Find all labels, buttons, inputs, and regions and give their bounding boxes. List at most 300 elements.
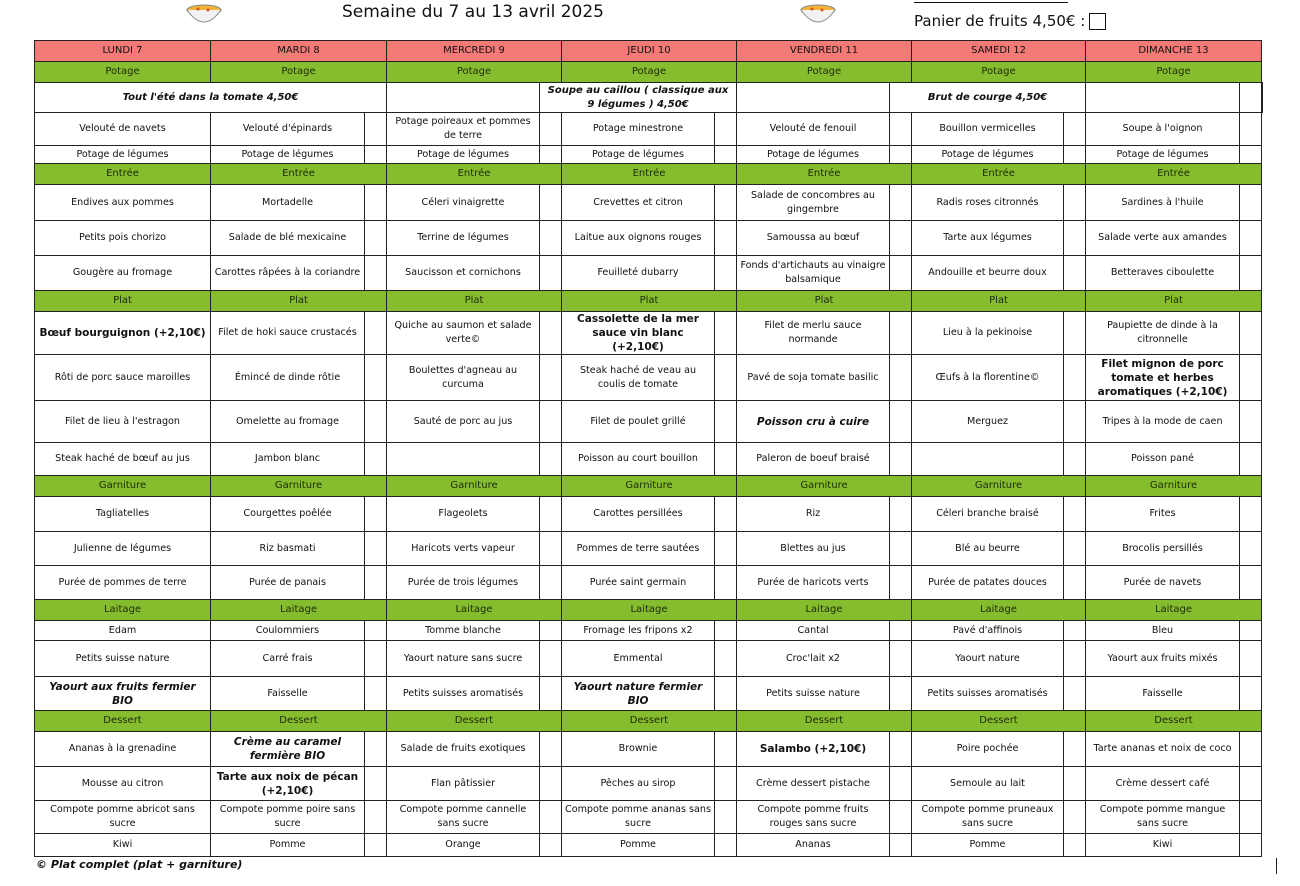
soup-bowl-icon xyxy=(798,0,838,30)
dish-cell: Compote pomme pruneaux sans sucre xyxy=(912,801,1064,834)
plat-dish-row xyxy=(35,312,1263,355)
empty-cell xyxy=(715,443,737,476)
dish-cell: Samoussa au bœuf xyxy=(737,221,890,256)
empty-cell xyxy=(890,732,912,767)
dish-cell: Bœuf bourguignon (+2,10€) xyxy=(35,312,211,355)
empty-cell xyxy=(1240,256,1262,291)
category-header-row xyxy=(35,600,1263,621)
dish-cell: Compote pomme fruits rouges sans sucre xyxy=(737,801,890,834)
dish-cell: Endives aux pommes xyxy=(35,185,211,221)
category-header: Dessert xyxy=(562,711,737,732)
empty-cell xyxy=(365,443,387,476)
entree-dish-row xyxy=(35,221,1263,256)
category-header-row xyxy=(35,291,1263,312)
dish-cell: Potage de légumes xyxy=(387,146,540,164)
category-header: Garniture xyxy=(1086,476,1262,497)
empty-cell xyxy=(715,221,737,256)
dish-cell: Pomme xyxy=(211,834,365,857)
dish-cell: Riz basmati xyxy=(211,532,365,566)
category-header: Dessert xyxy=(1086,711,1262,732)
dish-cell: Purée saint germain xyxy=(562,566,715,600)
dish-cell: Petits suisse nature xyxy=(737,677,890,711)
dish-cell: Yaourt nature fermier BIO xyxy=(562,677,715,711)
empty-cell xyxy=(1240,532,1262,566)
dish-cell: Semoule au lait xyxy=(912,767,1064,801)
fruit-basket-checkbox[interactable] xyxy=(1089,13,1106,30)
dish-cell: Émincé de dinde rôtie xyxy=(211,355,365,401)
empty-cell xyxy=(890,113,912,146)
day-header: JEUDI 10 xyxy=(562,41,737,62)
category-header: Potage xyxy=(912,62,1086,83)
empty-cell xyxy=(540,113,562,146)
empty-cell xyxy=(715,355,737,401)
empty-cell xyxy=(540,834,562,857)
empty-cell xyxy=(540,146,562,164)
empty-cell xyxy=(540,355,562,401)
dish-cell: Compote pomme cannelle sans sucre xyxy=(387,801,540,834)
category-header: Laitage xyxy=(35,600,211,621)
empty-cell xyxy=(890,641,912,677)
dish-cell: Filet de lieu à l'estragon xyxy=(35,401,211,443)
empty-cell xyxy=(1064,532,1086,566)
dish-cell: Emmental xyxy=(562,641,715,677)
dish-cell: Brocolis persillés xyxy=(1086,532,1240,566)
garniture-dish-row xyxy=(35,566,1263,600)
dish-cell: Purée de haricots verts xyxy=(737,566,890,600)
dish-cell: Mousse au citron xyxy=(35,767,211,801)
dish-cell: Purée de pommes de terre xyxy=(35,566,211,600)
empty-cell xyxy=(540,443,562,476)
empty-cell xyxy=(1064,621,1086,641)
dish-cell: Haricots verts vapeur xyxy=(387,532,540,566)
empty-cell xyxy=(540,621,562,641)
category-header: Garniture xyxy=(387,476,562,497)
entree-dish-row xyxy=(35,185,1263,221)
category-header: Dessert xyxy=(211,711,387,732)
page-title: Semaine du 7 au 13 avril 2025 xyxy=(342,2,604,22)
dish-cell: Potage de légumes xyxy=(35,146,211,164)
dish-cell: Filet mignon de porc tomate et herbes aromatiques (+2,10€) xyxy=(1086,355,1240,401)
dish-cell: Poire pochée xyxy=(912,732,1064,767)
dish-cell: Salade de concombres au gingembre xyxy=(737,185,890,221)
dish-cell: Gougère au fromage xyxy=(35,256,211,291)
dish-cell: Potage de légumes xyxy=(737,146,890,164)
empty-cell xyxy=(1240,801,1262,834)
dish-cell: Laitue aux oignons rouges xyxy=(562,221,715,256)
empty-cell xyxy=(1064,677,1086,711)
dish-cell: Filet de poulet grillé xyxy=(562,401,715,443)
empty-cell xyxy=(890,497,912,532)
empty-cell xyxy=(540,566,562,600)
dish-cell: Crevettes et citron xyxy=(562,185,715,221)
empty-cell xyxy=(715,532,737,566)
empty-cell xyxy=(540,221,562,256)
category-header: Garniture xyxy=(562,476,737,497)
category-header: Entrée xyxy=(562,164,737,185)
empty-cell xyxy=(890,443,912,476)
empty-cell xyxy=(715,256,737,291)
dish-cell: Tarte ananas et noix de coco xyxy=(1086,732,1240,767)
category-header: Dessert xyxy=(912,711,1086,732)
empty-cell xyxy=(1240,767,1262,801)
dish-cell: Merguez xyxy=(912,401,1064,443)
dish-cell: Pommes de terre sautées xyxy=(562,532,715,566)
empty-cell xyxy=(1064,146,1086,164)
empty-cell xyxy=(715,621,737,641)
empty-cell xyxy=(1240,443,1262,476)
empty-cell xyxy=(715,732,737,767)
empty-cell xyxy=(365,355,387,401)
category-header: Laitage xyxy=(211,600,387,621)
dish-cell: Potage de légumes xyxy=(211,146,365,164)
dish-cell xyxy=(912,443,1064,476)
empty-cell xyxy=(1064,732,1086,767)
empty-cell xyxy=(890,677,912,711)
dish-cell: Compote pomme mangue sans sucre xyxy=(1086,801,1240,834)
empty-cell xyxy=(890,834,912,857)
empty-cell xyxy=(1240,355,1262,401)
empty-cell xyxy=(540,677,562,711)
empty-cell xyxy=(365,256,387,291)
empty-cell xyxy=(365,834,387,857)
empty-cell xyxy=(540,497,562,532)
dish-cell: Compote pomme ananas sans sucre xyxy=(562,801,715,834)
dish-cell: Carré frais xyxy=(211,641,365,677)
dish-cell: Petits pois chorizo xyxy=(35,221,211,256)
category-header: Potage xyxy=(211,62,387,83)
dish-cell: Orange xyxy=(387,834,540,857)
dish-cell: Tarte aux légumes xyxy=(912,221,1064,256)
dish-cell: Pavé d'affinois xyxy=(912,621,1064,641)
empty-cell xyxy=(365,532,387,566)
empty-cell xyxy=(1262,83,1263,113)
category-header: Entrée xyxy=(35,164,211,185)
category-header: Laitage xyxy=(1086,600,1262,621)
dish-cell: Yaourt aux fruits fermier BIO xyxy=(35,677,211,711)
dish-cell: Fromage les fripons x2 xyxy=(562,621,715,641)
dish-cell: Velouté de fenouil xyxy=(737,113,890,146)
empty-cell xyxy=(715,401,737,443)
empty-cell xyxy=(365,767,387,801)
dish-cell: Mortadelle xyxy=(211,185,365,221)
dish-cell: Tripes à la mode de caen xyxy=(1086,401,1240,443)
category-header: Garniture xyxy=(737,476,912,497)
dessert-dish-row xyxy=(35,767,1263,801)
dish-cell: Sardines à l'huile xyxy=(1086,185,1240,221)
empty-cell xyxy=(890,621,912,641)
empty-cell xyxy=(365,641,387,677)
day-header: VENDREDI 11 xyxy=(737,41,912,62)
dish-cell: Petits suisse nature xyxy=(35,641,211,677)
dish-cell: Boulettes d'agneau au curcuma xyxy=(387,355,540,401)
empty-cell xyxy=(1064,185,1086,221)
empty-cell xyxy=(365,401,387,443)
empty-cell xyxy=(715,677,737,711)
dish-cell: Kiwi xyxy=(35,834,211,857)
category-header: Garniture xyxy=(912,476,1086,497)
empty-cell xyxy=(540,767,562,801)
dish-cell: Crème au caramel fermière BIO xyxy=(211,732,365,767)
dish-cell: Faisselle xyxy=(211,677,365,711)
empty-cell xyxy=(1240,312,1262,355)
dish-cell: Pomme xyxy=(912,834,1064,857)
category-header: Plat xyxy=(387,291,562,312)
category-header: Entrée xyxy=(912,164,1086,185)
empty-cell xyxy=(1240,621,1262,641)
dish-cell: Salade de blé mexicaine xyxy=(211,221,365,256)
empty-cell xyxy=(540,801,562,834)
dish-cell: Steak haché de bœuf au jus xyxy=(35,443,211,476)
weekly-menu-table xyxy=(34,40,1263,857)
dish-cell: Yaourt nature xyxy=(912,641,1064,677)
dish-cell: Carottes persillées xyxy=(562,497,715,532)
dish-cell: Yaourt nature sans sucre xyxy=(387,641,540,677)
empty-cell xyxy=(737,83,890,113)
dish-cell: Croc'lait x2 xyxy=(737,641,890,677)
empty-cell xyxy=(365,677,387,711)
dish-cell: Steak haché de veau au coulis de tomate xyxy=(562,355,715,401)
divider xyxy=(1276,858,1277,874)
empty-cell xyxy=(1240,566,1262,600)
empty-cell xyxy=(387,83,540,113)
category-header: Plat xyxy=(737,291,912,312)
dish-cell: Sauté de porc au jus xyxy=(387,401,540,443)
dish-cell: Velouté d'épinards xyxy=(211,113,365,146)
dish-cell: Tagliatelles xyxy=(35,497,211,532)
soup-bowl-icon xyxy=(184,0,224,30)
laitage-dish-row xyxy=(35,621,1263,641)
category-header: Plat xyxy=(562,291,737,312)
category-header: Dessert xyxy=(387,711,562,732)
day-header: MARDI 8 xyxy=(211,41,387,62)
plat-dish-row xyxy=(35,401,1263,443)
dish-cell: Crème dessert pistache xyxy=(737,767,890,801)
empty-cell xyxy=(1064,221,1086,256)
specials-row xyxy=(35,83,1263,113)
dish-cell: Quiche au saumon et salade verte© xyxy=(387,312,540,355)
empty-cell xyxy=(365,801,387,834)
empty-cell xyxy=(715,801,737,834)
dish-cell: Coulommiers xyxy=(211,621,365,641)
empty-cell xyxy=(715,641,737,677)
dish-cell: Ananas xyxy=(737,834,890,857)
empty-cell xyxy=(1064,113,1086,146)
empty-cell xyxy=(1064,566,1086,600)
dish-cell: Soupe à l'oignon xyxy=(1086,113,1240,146)
dish-cell: Petits suisses aromatisés xyxy=(387,677,540,711)
dish-cell: Saucisson et cornichons xyxy=(387,256,540,291)
fruit-basket-label: Panier de fruits 4,50€ : xyxy=(914,12,1086,30)
dish-cell: Céleri branche braisé xyxy=(912,497,1064,532)
category-header: Plat xyxy=(211,291,387,312)
dish-cell: Salade de fruits exotiques xyxy=(387,732,540,767)
empty-cell xyxy=(540,401,562,443)
category-header: Plat xyxy=(1086,291,1262,312)
empty-cell xyxy=(890,532,912,566)
dish-cell: Cassolette de la mer sauce vin blanc (+2,10€) xyxy=(562,312,715,355)
dish-cell: Blettes au jus xyxy=(737,532,890,566)
dish-cell: Purée de navets xyxy=(1086,566,1240,600)
dessert-dish-row xyxy=(35,732,1263,767)
dish-cell: Potage de légumes xyxy=(912,146,1064,164)
empty-cell xyxy=(1064,801,1086,834)
empty-cell xyxy=(1240,641,1262,677)
dish-cell: Bleu xyxy=(1086,621,1240,641)
category-header-row xyxy=(35,164,1263,185)
dish-cell: Filet de hoki sauce crustacés xyxy=(211,312,365,355)
potage-dish-row xyxy=(35,113,1263,146)
dish-cell: Yaourt aux fruits mixés xyxy=(1086,641,1240,677)
dish-cell: Purée de panais xyxy=(211,566,365,600)
empty-cell xyxy=(890,401,912,443)
dish-cell: Kiwi xyxy=(1086,834,1240,857)
dish-cell: Céleri vinaigrette xyxy=(387,185,540,221)
empty-cell xyxy=(1240,677,1262,711)
dish-cell: Cantal xyxy=(737,621,890,641)
empty-cell xyxy=(540,732,562,767)
dish-cell: Flageolets xyxy=(387,497,540,532)
plat-dish-row xyxy=(35,355,1263,401)
dish-cell: Filet de merlu sauce normande xyxy=(737,312,890,355)
dish-cell: Betteraves ciboulette xyxy=(1086,256,1240,291)
dish-cell: Tomme blanche xyxy=(387,621,540,641)
dish-cell: Potage minestrone xyxy=(562,113,715,146)
dish-cell: Crème dessert café xyxy=(1086,767,1240,801)
empty-cell xyxy=(1240,834,1262,857)
day-header: SAMEDI 12 xyxy=(912,41,1086,62)
dish-cell: Poisson pané xyxy=(1086,443,1240,476)
category-header: Laitage xyxy=(562,600,737,621)
empty-cell xyxy=(890,566,912,600)
dish-cell: Radis roses citronnés xyxy=(912,185,1064,221)
fruit-basket-option xyxy=(914,12,1106,30)
empty-cell xyxy=(540,312,562,355)
empty-cell xyxy=(1086,83,1240,113)
day-header-row xyxy=(35,41,1263,62)
dish-cell: Brownie xyxy=(562,732,715,767)
category-header: Laitage xyxy=(737,600,912,621)
special-soup: Soupe au caillou ( classique aux 9 légumes ) 4,50€ xyxy=(540,83,737,113)
category-header: Plat xyxy=(912,291,1086,312)
empty-cell xyxy=(890,146,912,164)
empty-cell xyxy=(1240,146,1262,164)
category-header: Potage xyxy=(1086,62,1262,83)
dish-cell: Lieu à la pekinoise xyxy=(912,312,1064,355)
empty-cell xyxy=(365,113,387,146)
empty-cell xyxy=(365,221,387,256)
empty-cell xyxy=(1064,767,1086,801)
dish-cell: Poisson au court bouillon xyxy=(562,443,715,476)
empty-cell xyxy=(1064,355,1086,401)
dish-cell: Bouillon vermicelles xyxy=(912,113,1064,146)
empty-cell xyxy=(1064,834,1086,857)
dish-cell: Faisselle xyxy=(1086,677,1240,711)
empty-cell xyxy=(1064,401,1086,443)
dish-cell: Petits suisses aromatisés xyxy=(912,677,1064,711)
empty-cell xyxy=(540,185,562,221)
empty-cell xyxy=(540,256,562,291)
divider xyxy=(914,2,1068,3)
dish-cell: Purée de trois légumes xyxy=(387,566,540,600)
dish-cell: Pomme xyxy=(562,834,715,857)
dish-cell: Potage de légumes xyxy=(1086,146,1240,164)
dish-cell: Ananas à la grenadine xyxy=(35,732,211,767)
dish-cell: Tarte aux noix de pécan (+2,10€) xyxy=(211,767,365,801)
empty-cell xyxy=(1064,641,1086,677)
category-header: Potage xyxy=(35,62,211,83)
dish-cell: Salambo (+2,10€) xyxy=(737,732,890,767)
empty-cell xyxy=(1240,221,1262,256)
dish-cell: Rôti de porc sauce maroilles xyxy=(35,355,211,401)
empty-cell xyxy=(715,566,737,600)
dessert-dish-row xyxy=(35,834,1263,857)
empty-cell xyxy=(1064,443,1086,476)
dish-cell: Andouille et beurre doux xyxy=(912,256,1064,291)
dish-cell xyxy=(387,443,540,476)
dish-cell: Velouté de navets xyxy=(35,113,211,146)
empty-cell xyxy=(1240,113,1262,146)
empty-cell xyxy=(1064,312,1086,355)
category-header-row xyxy=(35,62,1263,83)
category-header: Garniture xyxy=(211,476,387,497)
empty-cell xyxy=(540,641,562,677)
dish-cell: Purée de patates douces xyxy=(912,566,1064,600)
empty-cell xyxy=(1240,401,1262,443)
plat-dish-row xyxy=(35,443,1263,476)
empty-cell xyxy=(715,113,737,146)
category-header: Potage xyxy=(562,62,737,83)
dish-cell: Carottes râpées à la coriandre xyxy=(211,256,365,291)
dish-cell: Salade verte aux amandes xyxy=(1086,221,1240,256)
empty-cell xyxy=(890,355,912,401)
category-header: Entrée xyxy=(211,164,387,185)
category-header: Laitage xyxy=(387,600,562,621)
empty-cell xyxy=(890,801,912,834)
potage-dish-row xyxy=(35,146,1263,164)
day-header: DIMANCHE 13 xyxy=(1086,41,1262,62)
empty-cell xyxy=(715,185,737,221)
empty-cell xyxy=(365,566,387,600)
dish-cell: Terrine de légumes xyxy=(387,221,540,256)
empty-cell xyxy=(715,312,737,355)
dish-cell: Potage poireaux et pommes de terre xyxy=(387,113,540,146)
category-header-row xyxy=(35,711,1263,732)
empty-cell xyxy=(890,221,912,256)
category-header: Entrée xyxy=(387,164,562,185)
empty-cell xyxy=(365,497,387,532)
dish-cell: Jambon blanc xyxy=(211,443,365,476)
empty-cell xyxy=(365,146,387,164)
empty-cell xyxy=(365,185,387,221)
dish-cell: Feuilleté dubarry xyxy=(562,256,715,291)
empty-cell xyxy=(365,312,387,355)
category-header: Entrée xyxy=(1086,164,1262,185)
empty-cell xyxy=(715,767,737,801)
entree-dish-row xyxy=(35,256,1263,291)
dish-cell: Julienne de légumes xyxy=(35,532,211,566)
dish-cell: Fonds d'artichauts au vinaigre balsamique xyxy=(737,256,890,291)
category-header-row xyxy=(35,476,1263,497)
category-header: Garniture xyxy=(35,476,211,497)
category-header: Entrée xyxy=(737,164,912,185)
dish-cell: Omelette au fromage xyxy=(211,401,365,443)
day-header: LUNDI 7 xyxy=(35,41,211,62)
empty-cell xyxy=(540,532,562,566)
empty-cell xyxy=(1240,185,1262,221)
dish-cell: Œufs à la florentine© xyxy=(912,355,1064,401)
dish-cell: Blé au beurre xyxy=(912,532,1064,566)
garniture-dish-row xyxy=(35,497,1263,532)
